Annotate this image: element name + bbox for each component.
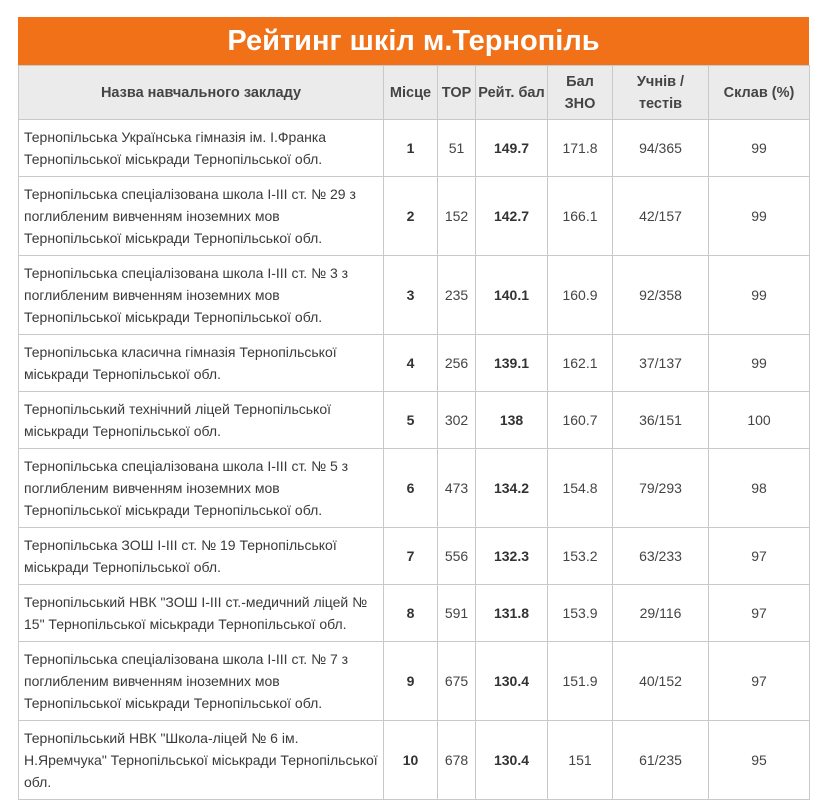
zno-cell: 162.1	[548, 335, 613, 392]
school-name: Тернопільська спеціалізована школа І-ІІІ ст. № 29 з поглибленим вивченням іноземних мов Тернопільської міськради Тернопільської обл.	[19, 177, 384, 256]
students-cell: 29/116	[613, 585, 709, 642]
place-cell: 7	[384, 528, 438, 585]
table-row	[19, 256, 810, 335]
students-cell: 37/137	[613, 335, 709, 392]
table-row	[19, 528, 810, 585]
table-row	[19, 335, 810, 392]
top-cell: 678	[438, 721, 476, 800]
table-row	[19, 642, 810, 721]
place-cell: 1	[384, 120, 438, 177]
top-cell: 152	[438, 177, 476, 256]
page-title: Рейтинг шкіл м.Тернопіль	[18, 17, 809, 65]
place-cell: 8	[384, 585, 438, 642]
place-cell: 2	[384, 177, 438, 256]
students-cell: 94/365	[613, 120, 709, 177]
top-cell: 473	[438, 449, 476, 528]
zno-cell: 151.9	[548, 642, 613, 721]
school-name: Тернопільський НВК "ЗОШ І-ІІІ ст.-медичний ліцей № 15" Тернопільської міськради Тернопільської обл.	[19, 585, 384, 642]
place-cell: 3	[384, 256, 438, 335]
zno-cell: 151	[548, 721, 613, 800]
pass-cell: 97	[709, 528, 810, 585]
top-cell: 591	[438, 585, 476, 642]
header-zno: Бал ЗНО	[548, 66, 613, 120]
school-name: Тернопільська класична гімназія Тернопільської міськради Тернопільської обл.	[19, 335, 384, 392]
top-cell: 235	[438, 256, 476, 335]
rating-container	[18, 17, 809, 800]
top-cell: 256	[438, 335, 476, 392]
rating-cell: 132.3	[476, 528, 548, 585]
rating-cell: 130.4	[476, 642, 548, 721]
top-cell: 556	[438, 528, 476, 585]
top-cell: 675	[438, 642, 476, 721]
pass-cell: 99	[709, 335, 810, 392]
pass-cell: 100	[709, 392, 810, 449]
students-cell: 61/235	[613, 721, 709, 800]
place-cell: 6	[384, 449, 438, 528]
place-cell: 9	[384, 642, 438, 721]
table-row	[19, 120, 810, 177]
rating-cell: 140.1	[476, 256, 548, 335]
table-row	[19, 449, 810, 528]
zno-cell: 160.7	[548, 392, 613, 449]
header-name: Назва навчального закладу	[19, 66, 384, 120]
zno-cell: 153.9	[548, 585, 613, 642]
students-cell: 42/157	[613, 177, 709, 256]
students-cell: 36/151	[613, 392, 709, 449]
rating-cell: 139.1	[476, 335, 548, 392]
table-row	[19, 585, 810, 642]
zno-cell: 171.8	[548, 120, 613, 177]
top-cell: 51	[438, 120, 476, 177]
students-cell: 92/358	[613, 256, 709, 335]
table-row	[19, 392, 810, 449]
students-cell: 40/152	[613, 642, 709, 721]
rating-cell: 138	[476, 392, 548, 449]
school-name: Тернопільський НВК "Школа-ліцей № 6 ім. Н.Яремчука" Тернопільської міськради Тернопільської обл.	[19, 721, 384, 800]
rating-cell: 142.7	[476, 177, 548, 256]
pass-cell: 99	[709, 120, 810, 177]
top-cell: 302	[438, 392, 476, 449]
header-top: TOP	[438, 66, 476, 120]
place-cell: 5	[384, 392, 438, 449]
zno-cell: 166.1	[548, 177, 613, 256]
zno-cell: 153.2	[548, 528, 613, 585]
pass-cell: 97	[709, 642, 810, 721]
zno-cell: 160.9	[548, 256, 613, 335]
rating-cell: 131.8	[476, 585, 548, 642]
rating-cell: 149.7	[476, 120, 548, 177]
school-name: Тернопільська ЗОШ І-ІІІ ст. № 19 Тернопільської міськради Тернопільської обл.	[19, 528, 384, 585]
students-cell: 63/233	[613, 528, 709, 585]
pass-cell: 99	[709, 256, 810, 335]
header-pass: Склав (%)	[709, 66, 810, 120]
school-name: Тернопільська спеціалізована школа І-ІІІ ст. № 7 з поглибленим вивченням іноземних мов Тернопільської міськради Тернопільської обл.	[19, 642, 384, 721]
place-cell: 10	[384, 721, 438, 800]
school-name: Тернопільська спеціалізована школа І-ІІІ ст. № 5 з поглибленим вивченням іноземних мов Тернопільської міськради Тернопільської обл.	[19, 449, 384, 528]
header-row	[19, 66, 810, 120]
school-name: Тернопільський технічний ліцей Тернопільської міськради Тернопільської обл.	[19, 392, 384, 449]
header-students: Учнів / тестів	[613, 66, 709, 120]
table-row	[19, 177, 810, 256]
table-row	[19, 721, 810, 800]
school-name: Тернопільська Українська гімназія ім. І.Франка Тернопільської міськради Тернопільської обл.	[19, 120, 384, 177]
rating-cell: 134.2	[476, 449, 548, 528]
students-cell: 79/293	[613, 449, 709, 528]
zno-cell: 154.8	[548, 449, 613, 528]
rating-table	[18, 65, 810, 800]
pass-cell: 99	[709, 177, 810, 256]
header-rating: Рейт. бал	[476, 66, 548, 120]
rating-cell: 130.4	[476, 721, 548, 800]
pass-cell: 97	[709, 585, 810, 642]
place-cell: 4	[384, 335, 438, 392]
header-place: Місце	[384, 66, 438, 120]
pass-cell: 95	[709, 721, 810, 800]
school-name: Тернопільська спеціалізована школа І-ІІІ ст. № 3 з поглибленим вивченням іноземних мов Тернопільської міськради Тернопільської обл.	[19, 256, 384, 335]
pass-cell: 98	[709, 449, 810, 528]
